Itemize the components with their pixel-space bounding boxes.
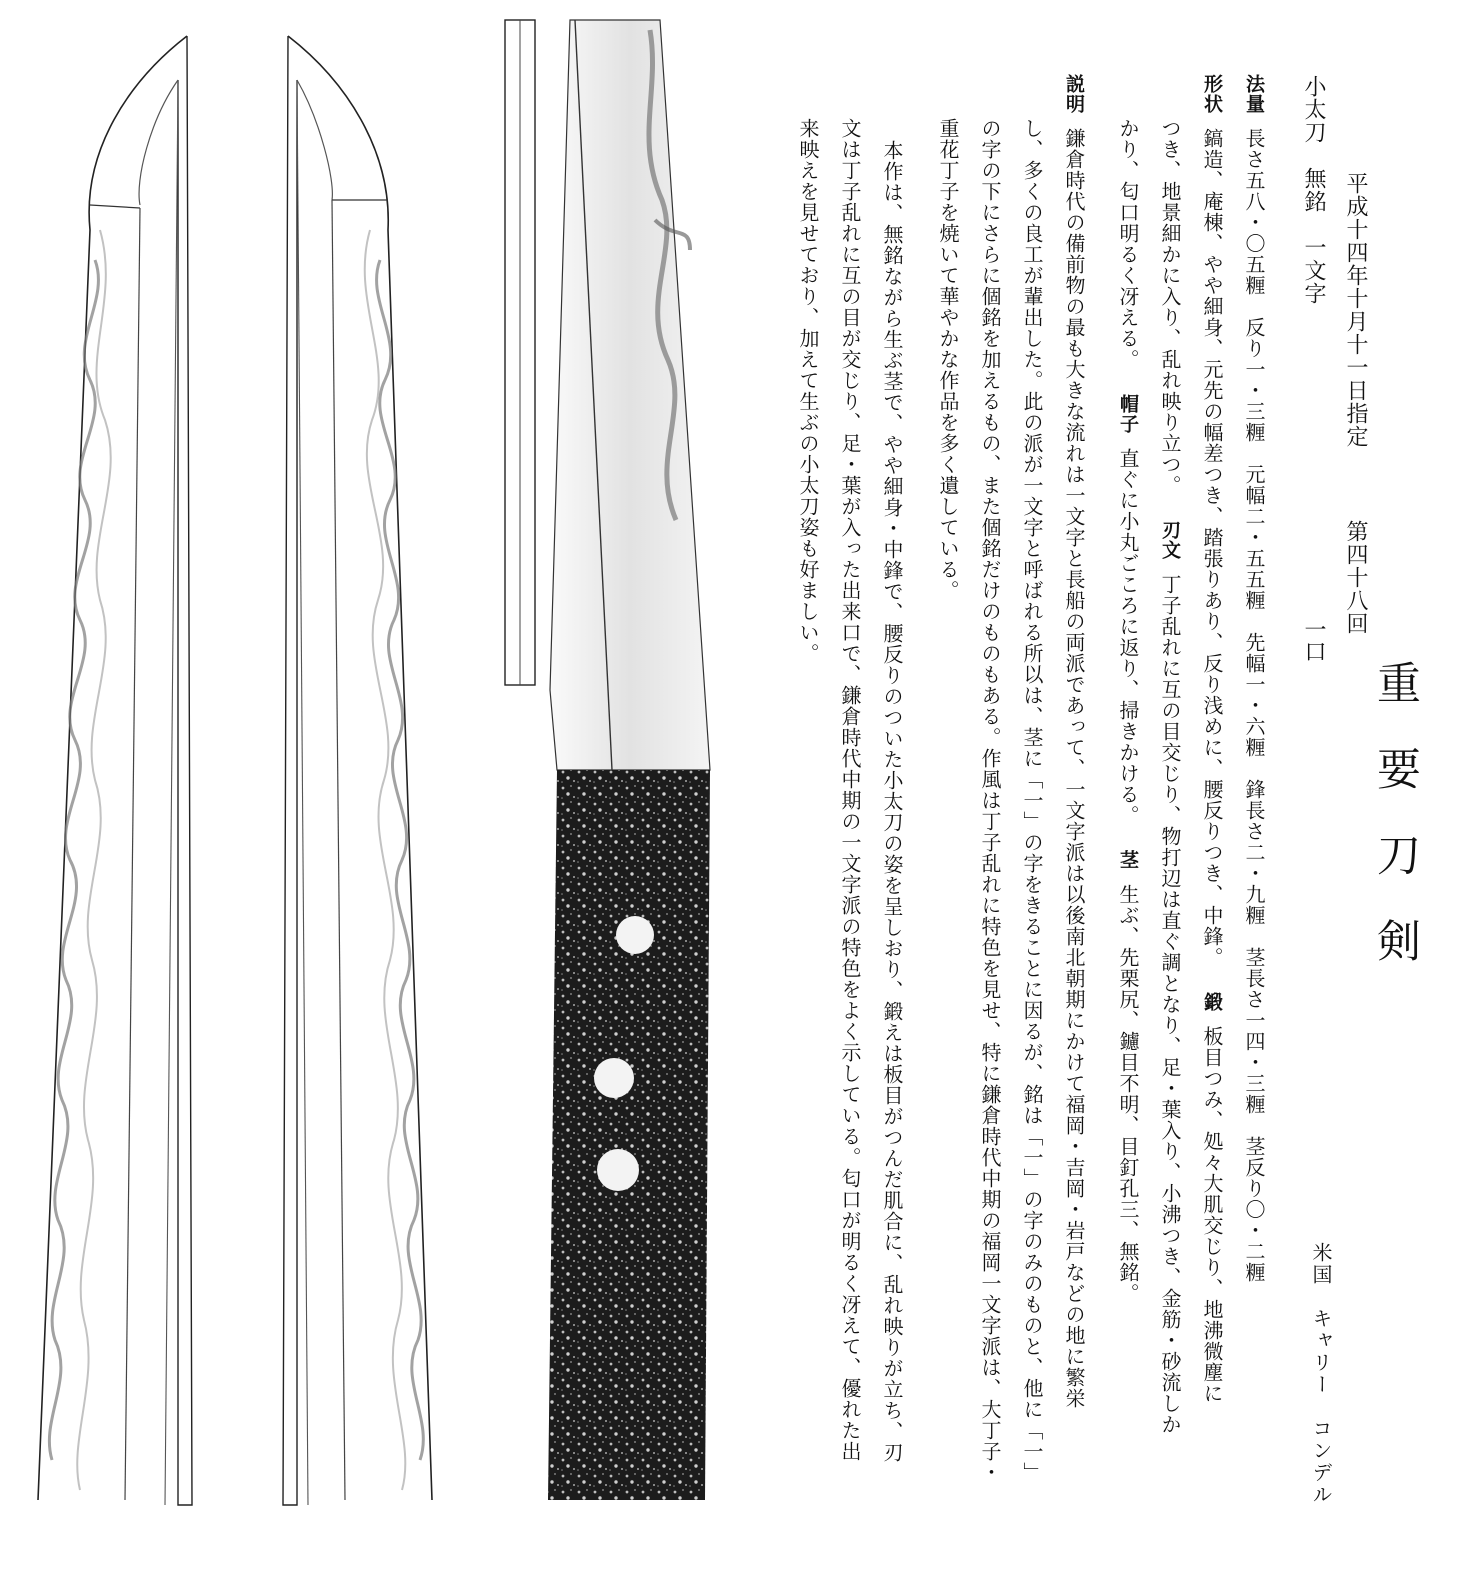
forging-label: 鍛	[1201, 992, 1223, 1012]
tang-label: 茎	[1117, 850, 1139, 870]
forging-text-2: つき、地景細かに入り、乱れ映り立つ。	[1158, 118, 1182, 496]
explanation-text-2: し、多くの良工が輩出した。此の派が一文字と呼ばれる所以は、茎に「一」の字をきることに因るが、銘は「一」の字のみのものと、他に「一」	[1020, 118, 1044, 1483]
forging-text: 板目つみ、処々大肌交じり、地沸微塵に	[1200, 1026, 1224, 1404]
designation-date: 平成十四年十月十一日指定	[1343, 172, 1368, 448]
explanation-line-7	[794, 118, 823, 664]
explanation-text-1: 鎌倉時代の備前物の最も大きな流れは一文字と長船の両派であって、一文字派は以後南北朝期にかけて福岡・吉岡・岩戸などの地に繁栄	[1062, 128, 1086, 1409]
owner: 米国 キャリー コンデル	[1309, 1242, 1333, 1506]
explanation-line-3	[976, 118, 1005, 1483]
blade-photograph	[505, 20, 710, 1500]
shape-line	[1198, 74, 1227, 1404]
explanation-line-2	[1018, 118, 1047, 1483]
item-name: 小太刀 無銘 一文字	[1301, 75, 1326, 305]
shape-label: 形状	[1201, 74, 1223, 114]
explanation-line-6	[836, 118, 865, 1462]
blade-back-drawing	[283, 36, 432, 1505]
measurements-text: 長さ五八・〇五糎 反り一・三糎 元幅二・五五糎 先幅一・六糎 鋒長さ二・九糎 茎長さ一四・三糎 茎反り〇・二糎	[1242, 128, 1266, 1283]
explanation-text-6: 文は丁子乱れに互の目が交じり、足・葉が入った出来口で、鎌倉時代中期の一文字派の特色をよく示している。匂口が明るく冴えて、優れた出	[838, 118, 862, 1462]
shape-text: 鎬造、庵棟、やや細身、元先の幅差つき、踏張りあり、反り浅めに、腰反りつき、中鋒。	[1200, 128, 1224, 968]
explanation-line-4	[934, 118, 963, 601]
explanation-line-5	[878, 140, 907, 1463]
blade-front-drawing	[38, 36, 192, 1505]
page-title: 重要刀剣	[1369, 660, 1420, 1004]
tang-text: 生ぶ、先栗尻、鑢目不明、目釘孔三、無銘。	[1116, 884, 1140, 1304]
hamon-label: 刃文	[1159, 520, 1181, 560]
boshi-label: 帽子	[1117, 394, 1139, 434]
hamon-text-2: かり、匂口明るく冴える。	[1116, 118, 1140, 370]
explanation-line-1	[1060, 74, 1089, 1409]
explanation-text-5: 本作は、無銘ながら生ぶ茎で、やや細身・中鋒で、腰反りのついた小太刀の姿を呈しおり、鍛えは板目がつんだ肌合に、乱れ映りが立ち、刃	[880, 140, 904, 1463]
explanation-label: 説明	[1063, 74, 1085, 114]
explanation-text-7: 来映えを見せており、加えて生ぶの小太刀姿も好ましい。	[796, 118, 820, 664]
explanation-text-4: 重花丁子を焼いて華やかな作品を多く遺している。	[936, 118, 960, 601]
boshi-text: 直ぐに小丸ごころに返り、掃きかける。	[1116, 448, 1140, 826]
hamon-line-2	[1114, 118, 1143, 1304]
explanation-text-3: の字の下にさらに個銘を加えるもの、また個銘だけのものもある。作風は丁子乱れに特色を見せ、特に鎌倉時代中期の福岡一文字派は、大丁子・	[978, 118, 1002, 1483]
forging-line-2	[1156, 118, 1185, 1435]
measurements-line	[1240, 74, 1269, 1283]
measurements-label: 法量	[1243, 74, 1265, 114]
item-count: 一口	[1301, 618, 1326, 662]
hamon-text: 丁子乱れに互の目交じり、物打辺は直ぐ調となり、足・葉入り、小沸つき、金筋・砂流しか	[1158, 574, 1182, 1435]
session-number: 第四十八回	[1343, 520, 1368, 635]
